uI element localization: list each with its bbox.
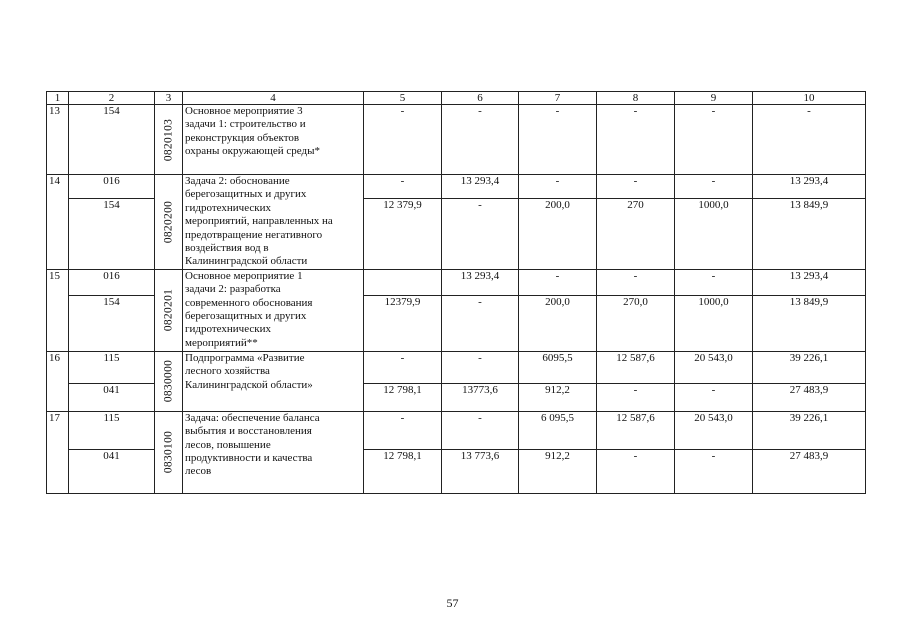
year-value: 1000,0 [675, 199, 753, 270]
activity-description-text: Основное мероприятие 1 задачи 2: разработка современного обоснования берегозащитных и других гидротехнических мероприятий** [185, 269, 313, 349]
column-number-header: 6 [442, 92, 519, 105]
column-number-header: 10 [753, 92, 866, 105]
classification-code-text: 0820200 [161, 200, 174, 244]
year-value: - [364, 175, 442, 199]
year-value: - [442, 199, 519, 270]
table-row [47, 351, 866, 383]
activity-description-text: Основное мероприятие 3 задачи 1: строительство и реконструкция объектов охраны окружающей среды* [185, 105, 320, 158]
year-value: 200,0 [519, 199, 597, 270]
admin-code: 041 [69, 383, 155, 411]
year-value: - [675, 175, 753, 199]
budget-classification-code [155, 269, 183, 351]
activity-description [183, 351, 364, 411]
column-number-header: 2 [69, 92, 155, 105]
classification-code-text: 0820103 [161, 118, 174, 161]
table-row [47, 411, 866, 449]
year-value: 13 773,6 [442, 449, 519, 493]
total-value: 13 293,4 [753, 269, 866, 295]
year-value: - [364, 105, 442, 175]
total-value: 27 483,9 [753, 449, 866, 493]
activity-description [183, 269, 364, 351]
admin-code: 016 [69, 175, 155, 199]
row-number: 13 [47, 105, 69, 175]
year-value: 6 095,5 [519, 411, 597, 449]
total-value: 39 226,1 [753, 411, 866, 449]
year-value: 912,2 [519, 383, 597, 411]
column-number-header: 3 [155, 92, 183, 105]
year-value: - [519, 269, 597, 295]
year-value: 12 798,1 [364, 383, 442, 411]
year-value: 6095,5 [519, 351, 597, 383]
column-number-header: 7 [519, 92, 597, 105]
column-number-header: 4 [183, 92, 364, 105]
year-value: 12379,9 [364, 295, 442, 351]
total-value: 27 483,9 [753, 383, 866, 411]
column-number-header: 8 [597, 92, 675, 105]
budget-classification-code [155, 351, 183, 411]
year-value: - [442, 351, 519, 383]
year-value: 13773,6 [442, 383, 519, 411]
row-number: 16 [47, 351, 69, 411]
column-number-header: 5 [364, 92, 442, 105]
table-row [47, 269, 866, 295]
year-value: - [519, 175, 597, 199]
activity-description-text: Подпрограмма «Развитие лесного хозяйства Калининградской области» [185, 351, 313, 391]
year-value: 20 543,0 [675, 351, 753, 383]
year-value: 13 293,4 [442, 269, 519, 295]
total-value: 39 226,1 [753, 351, 866, 383]
year-value: - [597, 383, 675, 411]
total-value: 13 849,9 [753, 295, 866, 351]
total-value: 13 849,9 [753, 199, 866, 270]
year-value: - [675, 105, 753, 175]
year-value: - [442, 105, 519, 175]
total-value: 13 293,4 [753, 175, 866, 199]
page-number: 57 [446, 596, 459, 610]
year-value: - [675, 269, 753, 295]
row-number: 15 [47, 269, 69, 351]
year-value: - [364, 411, 442, 449]
year-value: - [597, 449, 675, 493]
table-row [47, 105, 866, 175]
year-value: - [597, 269, 675, 295]
year-value: - [364, 351, 442, 383]
activity-description [183, 105, 364, 175]
year-value: 1000,0 [675, 295, 753, 351]
budget-classification-code [155, 105, 183, 175]
year-value: - [442, 411, 519, 449]
year-value [364, 269, 442, 295]
admin-code: 154 [69, 105, 155, 175]
column-number-header: 9 [675, 92, 753, 105]
budget-classification-code [155, 411, 183, 493]
admin-code: 041 [69, 449, 155, 493]
admin-code: 154 [69, 295, 155, 351]
admin-code: 115 [69, 351, 155, 383]
year-value: 200,0 [519, 295, 597, 351]
year-value: - [442, 295, 519, 351]
column-number-header-row [47, 92, 866, 105]
row-number: 14 [47, 175, 69, 270]
table-body [47, 92, 866, 494]
admin-code: 154 [69, 199, 155, 270]
admin-code: 115 [69, 411, 155, 449]
year-value: 270 [597, 199, 675, 270]
activity-description-text: Задача: обеспечение баланса выбытия и восстановления лесов, повышение продуктивности и качества лесов [185, 411, 320, 478]
year-value: - [597, 105, 675, 175]
year-value: 12 798,1 [364, 449, 442, 493]
year-value: 13 293,4 [442, 175, 519, 199]
year-value: 270,0 [597, 295, 675, 351]
column-number-header: 1 [47, 92, 69, 105]
year-value: 12 587,6 [597, 411, 675, 449]
table-row [47, 175, 866, 199]
year-value: - [675, 449, 753, 493]
admin-code: 016 [69, 269, 155, 295]
row-number: 17 [47, 411, 69, 493]
year-value: - [675, 383, 753, 411]
activity-description [183, 175, 364, 270]
budget-classification-code [155, 175, 183, 270]
activity-description [183, 411, 364, 493]
year-value: - [519, 105, 597, 175]
activity-description-text: Задача 2: обоснование берегозащитных и других гидротехнических мероприятий, направленных на предотвращение негативного воздействия вод в Калининградской области [185, 175, 333, 268]
classification-code-text: 0830100 [161, 431, 174, 474]
year-value: - [597, 175, 675, 199]
year-value: 20 543,0 [675, 411, 753, 449]
classification-code-text: 0830000 [161, 360, 174, 403]
total-value: - [753, 105, 866, 175]
year-value: 12 587,6 [597, 351, 675, 383]
year-value: 912,2 [519, 449, 597, 493]
year-value: 12 379,9 [364, 199, 442, 270]
classification-code-text: 0820201 [161, 289, 174, 332]
budget-table [46, 91, 866, 494]
